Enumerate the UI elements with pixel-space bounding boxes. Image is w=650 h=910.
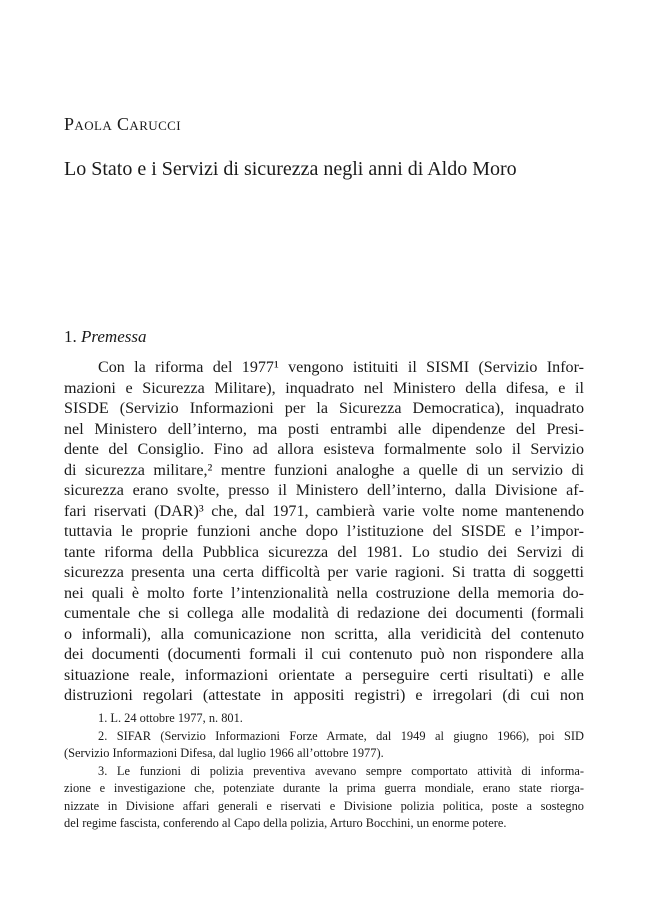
author-name: Paola Carucci — [64, 114, 181, 134]
body-line: Con la riforma del 1977¹ vengono istituiti il SISMI (Servizio Infor- — [98, 359, 584, 376]
body-line: sicurezza presenta una certa difficoltà per varie ragioni. Si tratta di soggetti — [64, 564, 584, 581]
body-line: o informali), alla comunicazione non scritta, alla veridicità del contenuto — [64, 625, 584, 643]
body-line: dente del Consiglio. Fino ad allora esisteva formalmente solo il Servizio — [64, 441, 584, 458]
footnote-line: nizzate in Divisione affari generali e riservati e Divisione polizia politica, poste a sostegno — [64, 798, 584, 813]
body-line: fari riservati (DAR)³ che, dal 1971, cambierà varie volte nome mantenendo — [64, 502, 584, 520]
body-line: situazione reale, informazioni orientate a perseguire certi risultati) e alle — [64, 666, 584, 684]
body-line: nei quali è molto forte l’intenzionalità nella costruzione della memoria do- — [64, 584, 584, 602]
body-line: sicurezza erano svolte, presso il Ministero dell’interno, dalla Divisione af- — [64, 482, 584, 499]
body-line: SISDE (Servizio Informazioni per la Sicurezza Democratica), inquadrato — [64, 400, 584, 417]
body-line: di sicurezza militare,² mentre funzioni analoghe a quelle di un servizio di — [64, 461, 584, 479]
body-paragraph — [64, 358, 584, 707]
footnotes — [64, 710, 584, 833]
footnote-line: (Servizio Informazioni Difesa, dal luglio 1966 all’ottobre 1977). — [64, 746, 384, 760]
body-line: tante riforma della Pubblica sicurezza del 1981. Lo studio dei Servizi di — [64, 543, 584, 561]
footnote-line: 1. L. 24 ottobre 1977, n. 801. — [98, 711, 243, 725]
section-label: Premessa — [81, 327, 147, 346]
footnote-line: 2. SIFAR (Servizio Informazioni Forze Armate, dal 1949 al giugno 1966), poi SID — [98, 728, 584, 743]
section-number: 1. — [64, 327, 77, 346]
section-heading — [64, 327, 146, 347]
body-line: dei documenti (documenti formali il cui contenuto può non rispondere alla — [64, 646, 584, 663]
body-line: tuttavia le proprie funzioni anche dopo l’istituzione del SISDE e l’impor- — [64, 523, 584, 540]
footnote-line: del regime fascista, conferendo al Capo della polizia, Arturo Bocchini, un enorme potere. — [64, 816, 507, 830]
body-line: nel Ministero dell’interno, ma posti entrambi alle dipendenze del Presi- — [64, 420, 584, 438]
footnote-line: zione e investigazione che, potenziate durante la prima guerra mondiale, erano state riorga- — [64, 781, 584, 795]
body-line: mazioni e Sicurezza Militare), inquadrato nel Ministero della difesa, e il — [64, 379, 584, 397]
body-line: cumentale che si collega alle modalità di redazione dei documenti (formali — [64, 605, 584, 622]
body-line: distruzioni regolari (attestate in appositi registri) e irregolari (di cui non — [64, 687, 584, 704]
footnote-line: 3. Le funzioni di polizia preventiva avevano sempre comportato attività di informa- — [98, 763, 584, 778]
chapter-title: Lo Stato e i Servizi di sicurezza negli anni di Aldo Moro — [64, 158, 517, 180]
